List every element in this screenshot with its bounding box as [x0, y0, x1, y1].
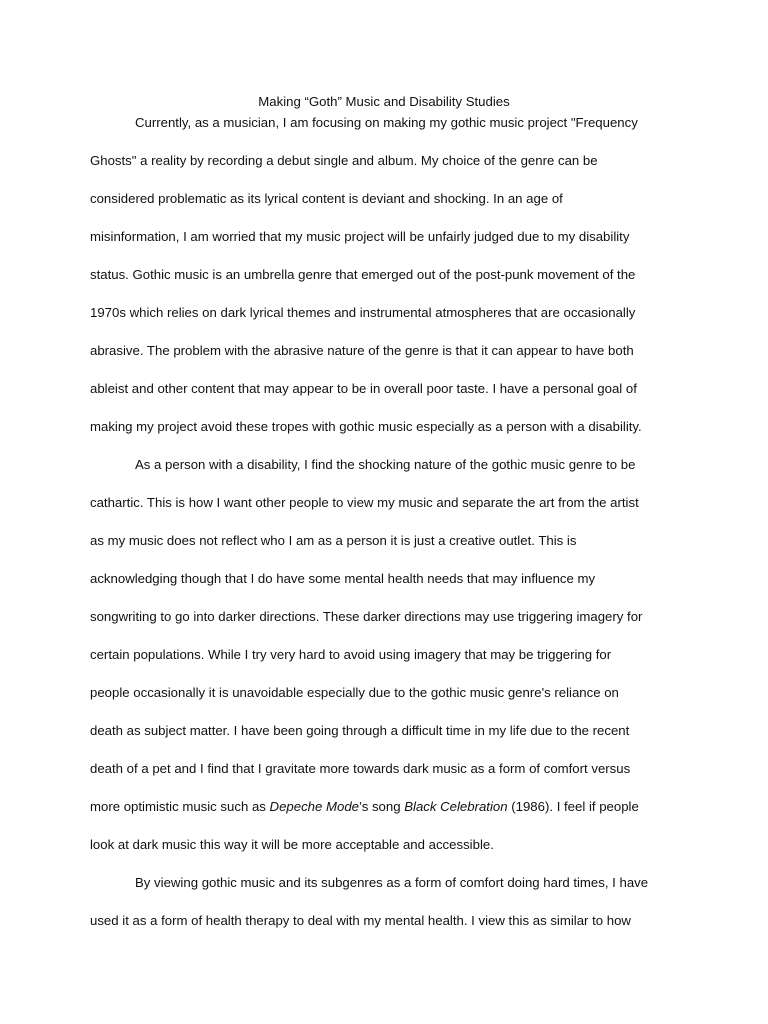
italic-song-title: Black Celebration — [404, 799, 508, 814]
text-line: acknowledging though that I do have some mental health needs that may influence my — [90, 571, 596, 586]
text-line: used it as a form of health therapy to deal with my mental health. I view this as similar to how — [90, 913, 631, 928]
text-line: status. Gothic music is an umbrella genre that emerged out of the post-punk movement of the — [90, 267, 636, 282]
text-segment: ’s song — [359, 799, 405, 814]
text-line: considered problematic as its lyrical content is deviant and shocking. In an age of — [90, 191, 563, 206]
italic-artist-name: Depeche Mode — [269, 799, 359, 814]
document-title: Making “Goth” Music and Disability Studies — [258, 94, 510, 109]
text-line: look at dark music this way it will be more acceptable and accessible. — [90, 837, 494, 852]
text-line: as my music does not reflect who I am as a person it is just a creative outlet. This is — [90, 533, 577, 548]
text-line: By viewing gothic music and its subgenres as a form of comfort doing hard times, I have — [135, 875, 649, 890]
text-line: 1970s which relies on dark lyrical themes and instrumental atmospheres that are occasionally — [90, 305, 636, 320]
text-line: As a person with a disability, I find the shocking nature of the gothic music genre to be — [135, 457, 636, 472]
text-line: ableist and other content that may appear to be in overall poor taste. I have a personal goal of — [90, 381, 637, 396]
text-line: people occasionally it is unavoidable especially due to the gothic music genre's reliance on — [90, 685, 619, 700]
text-line: Currently, as a musician, I am focusing on making my gothic music project "Frequency — [135, 115, 638, 130]
text-segment: more optimistic music such as — [90, 799, 270, 814]
text-line: death as subject matter. I have been going through a difficult time in my life due to the recent — [90, 723, 630, 738]
text-line: death of a pet and I find that I gravitate more towards dark music as a form of comfort versus — [90, 761, 631, 776]
text-line-with-italics — [90, 799, 639, 815]
text-line: misinformation, I am worried that my music project will be unfairly judged due to my disability — [90, 229, 630, 244]
text-line: songwriting to go into darker directions. These darker directions may use triggering imagery for — [90, 609, 643, 624]
text-line: cathartic. This is how I want other people to view my music and separate the art from the artist — [90, 495, 639, 510]
text-line: Ghosts" a reality by recording a debut single and album. My choice of the genre can be — [90, 153, 598, 168]
text-segment: (1986). I feel if people — [507, 799, 639, 814]
text-line: making my project avoid these tropes with gothic music especially as a person with a disability. — [90, 419, 642, 434]
text-line: certain populations. While I try very hard to avoid using imagery that may be triggering for — [90, 647, 612, 662]
text-line: abrasive. The problem with the abrasive nature of the genre is that it can appear to have both — [90, 343, 634, 358]
